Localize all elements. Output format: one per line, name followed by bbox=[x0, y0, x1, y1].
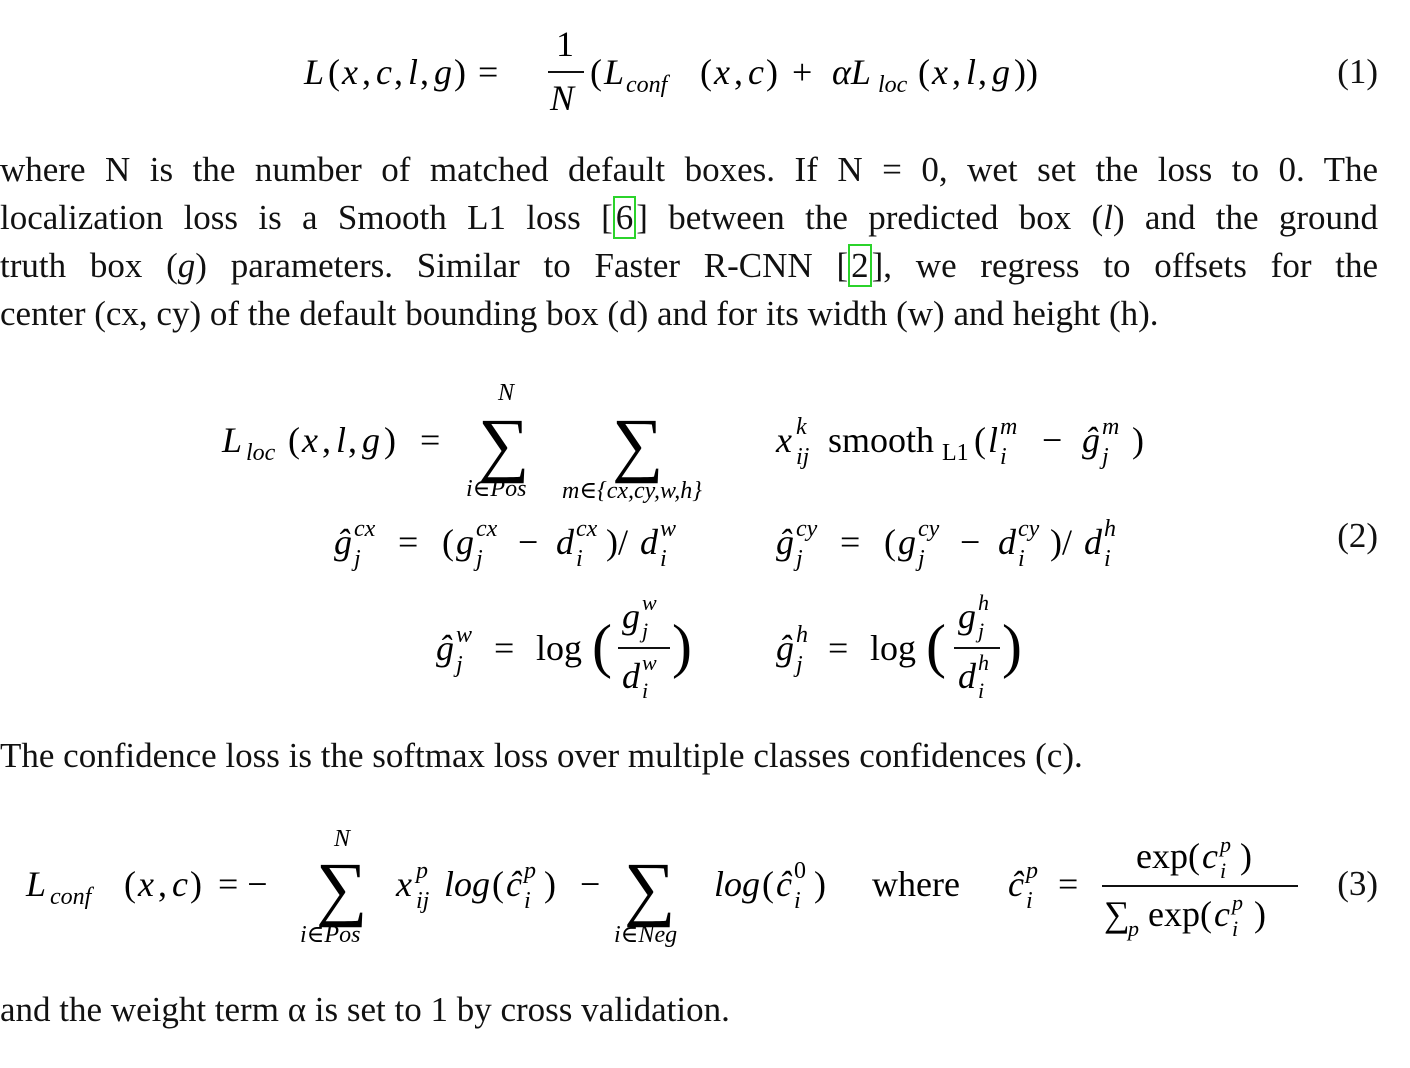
svg-text:=: = bbox=[478, 52, 499, 92]
svg-text:h: h bbox=[978, 650, 989, 675]
svg-text:=: = bbox=[840, 522, 861, 562]
equation-2-number: (2) bbox=[1337, 516, 1378, 555]
svg-text:j: j bbox=[1102, 444, 1109, 470]
svg-text:x: x bbox=[396, 864, 412, 904]
svg-text:): ) bbox=[1240, 836, 1252, 876]
svg-text:(: ( bbox=[328, 52, 340, 92]
svg-text:conf: conf bbox=[50, 884, 92, 910]
equation-3-number: (3) bbox=[1337, 864, 1378, 903]
svg-text:l: l bbox=[336, 420, 347, 460]
svg-text:loc: loc bbox=[878, 72, 908, 98]
svg-text:h: h bbox=[796, 622, 808, 648]
equation-1-number: (1) bbox=[1337, 52, 1378, 91]
svg-text:∑: ∑ bbox=[478, 404, 530, 484]
svg-text:=: = bbox=[828, 628, 849, 668]
svg-text:(: ( bbox=[590, 52, 602, 92]
svg-text:j: j bbox=[978, 618, 985, 643]
svg-text:j: j bbox=[354, 546, 361, 572]
svg-text:cy: cy bbox=[918, 516, 940, 542]
svg-text:,: , bbox=[362, 52, 371, 92]
svg-text:i: i bbox=[642, 678, 649, 703]
svg-text:ĝ: ĝ bbox=[436, 628, 454, 668]
svg-text:x: x bbox=[302, 420, 318, 460]
svg-text:=: = bbox=[398, 522, 419, 562]
svg-text:j: j bbox=[642, 618, 649, 643]
svg-text:(: ( bbox=[592, 613, 612, 679]
equation-1 bbox=[0, 0, 1410, 120]
svg-text:ĝ: ĝ bbox=[1082, 420, 1100, 460]
svg-text:i∈Pos: i∈Pos bbox=[466, 476, 527, 502]
svg-text:): ) bbox=[384, 420, 396, 460]
svg-text:,: , bbox=[394, 52, 403, 92]
svg-text:L: L bbox=[604, 52, 625, 92]
svg-text:0: 0 bbox=[794, 858, 806, 884]
svg-text:h: h bbox=[1104, 516, 1116, 542]
svg-text:c: c bbox=[1202, 836, 1218, 876]
svg-text:j: j bbox=[796, 546, 803, 572]
svg-text:d: d bbox=[640, 522, 658, 562]
svg-text:1: 1 bbox=[556, 24, 574, 64]
svg-text:x: x bbox=[342, 52, 358, 92]
svg-text:w: w bbox=[642, 590, 657, 615]
svg-text:−: − bbox=[518, 522, 539, 562]
svg-text:): ) bbox=[190, 864, 202, 904]
svg-text:(: ( bbox=[288, 420, 300, 460]
svg-text:p: p bbox=[524, 858, 536, 884]
svg-text:N: N bbox=[498, 380, 515, 406]
svg-text:exp(: exp( bbox=[1148, 894, 1212, 934]
svg-text:ij: ij bbox=[416, 888, 430, 914]
paragraph-3: and the weight term α is set to 1 by cross validation. bbox=[0, 990, 730, 1029]
svg-text:c: c bbox=[748, 52, 764, 92]
svg-text:w: w bbox=[660, 516, 677, 542]
svg-text:l: l bbox=[966, 52, 977, 92]
svg-text:ĉ: ĉ bbox=[506, 864, 522, 904]
paragraph-1 bbox=[0, 146, 1378, 338]
svg-text:x: x bbox=[776, 420, 792, 460]
svg-text:ij: ij bbox=[796, 444, 810, 470]
svg-text:x: x bbox=[714, 52, 730, 92]
svg-text:(: ( bbox=[926, 613, 946, 679]
svg-text:i: i bbox=[1232, 916, 1239, 941]
paragraph-1-line-2: localization loss is a Smooth L1 loss [6] between the predicted box (l) and the ground bbox=[0, 198, 1378, 237]
svg-text:cy: cy bbox=[796, 516, 818, 542]
svg-text:,: , bbox=[952, 52, 961, 92]
svg-text:,: , bbox=[978, 52, 987, 92]
citation-6-link[interactable]: 6 bbox=[613, 196, 637, 239]
svg-text:j: j bbox=[796, 652, 803, 678]
svg-text:N: N bbox=[334, 826, 351, 852]
svg-text:(: ( bbox=[762, 864, 774, 904]
svg-text:d: d bbox=[622, 656, 640, 696]
svg-text:+: + bbox=[792, 52, 813, 92]
svg-text:αL: αL bbox=[832, 52, 871, 92]
paragraph-1-line-4: center (cx, cy) of the default bounding box (d) and for its width (w) and height (h). bbox=[0, 294, 1159, 333]
svg-text:=: = bbox=[1058, 864, 1079, 904]
svg-text:i: i bbox=[1026, 888, 1033, 914]
svg-text:log: log bbox=[536, 628, 583, 668]
svg-text:): ) bbox=[454, 52, 466, 92]
svg-text:k: k bbox=[796, 414, 807, 440]
svg-text:j: j bbox=[918, 546, 925, 572]
svg-text:g: g bbox=[992, 52, 1010, 92]
svg-text:(: ( bbox=[974, 420, 986, 460]
svg-text:)): )) bbox=[1014, 52, 1038, 92]
svg-text:(: ( bbox=[884, 522, 896, 562]
svg-text:cx: cx bbox=[354, 516, 376, 542]
svg-text:p: p bbox=[1232, 890, 1243, 915]
svg-text:d: d bbox=[1084, 522, 1102, 562]
svg-text:): ) bbox=[1254, 894, 1266, 934]
svg-text:(: ( bbox=[918, 52, 930, 92]
svg-text:c: c bbox=[172, 864, 188, 904]
svg-text:(: ( bbox=[442, 522, 454, 562]
paragraph-2: The confidence loss is the softmax loss over multiple classes confidences (c). bbox=[0, 736, 1083, 775]
svg-text:= −: = − bbox=[218, 864, 268, 904]
svg-text:d: d bbox=[958, 656, 976, 696]
svg-text:cy: cy bbox=[1018, 516, 1040, 542]
svg-text:log: log bbox=[444, 864, 491, 904]
svg-text:(: ( bbox=[492, 864, 504, 904]
svg-text:i: i bbox=[1220, 858, 1227, 883]
svg-text:p: p bbox=[1026, 858, 1038, 884]
svg-text:g: g bbox=[622, 596, 640, 636]
equation-2 bbox=[0, 370, 1410, 710]
paragraph-1-line-3: truth box (g) parameters. Similar to Faster R-CNN [2], we regress to offsets for the bbox=[0, 246, 1378, 285]
svg-text:L: L bbox=[304, 52, 325, 92]
svg-text:smooth: smooth bbox=[828, 420, 935, 460]
svg-text:h: h bbox=[978, 590, 989, 615]
svg-text:i: i bbox=[1104, 546, 1111, 572]
svg-text:g: g bbox=[958, 596, 976, 636]
svg-text:,: , bbox=[322, 420, 331, 460]
svg-text:∑: ∑ bbox=[1104, 894, 1130, 934]
svg-text:)/: )/ bbox=[606, 522, 628, 562]
svg-text:w: w bbox=[456, 622, 473, 648]
svg-text:c: c bbox=[1214, 894, 1230, 934]
svg-text:i∈Neg: i∈Neg bbox=[614, 922, 678, 948]
svg-text:−: − bbox=[580, 864, 601, 904]
svg-text:i: i bbox=[576, 546, 583, 572]
svg-text:x: x bbox=[138, 864, 154, 904]
svg-text:)/: )/ bbox=[1050, 522, 1072, 562]
svg-text:): ) bbox=[672, 613, 692, 679]
svg-text:,: , bbox=[420, 52, 429, 92]
svg-text:cx: cx bbox=[576, 516, 598, 542]
svg-text:l: l bbox=[988, 420, 999, 460]
svg-text:N: N bbox=[550, 78, 575, 118]
svg-text:,: , bbox=[348, 420, 357, 460]
svg-text:,: , bbox=[734, 52, 743, 92]
svg-text:l: l bbox=[408, 52, 419, 92]
svg-text:p: p bbox=[1220, 832, 1231, 857]
equation-3-where: where bbox=[872, 864, 960, 904]
svg-text:): ) bbox=[544, 864, 556, 904]
svg-text:i: i bbox=[524, 888, 531, 914]
svg-text:d: d bbox=[998, 522, 1016, 562]
svg-text:ĉ: ĉ bbox=[776, 864, 792, 904]
svg-text:m: m bbox=[1000, 414, 1018, 440]
svg-text:m∈{cx,cy,w,h}: m∈{cx,cy,w,h} bbox=[562, 478, 702, 504]
svg-text:log: log bbox=[870, 628, 917, 668]
svg-text:): ) bbox=[766, 52, 778, 92]
svg-text:ĉ: ĉ bbox=[1008, 864, 1024, 904]
svg-text:=: = bbox=[494, 628, 515, 668]
svg-text:j: j bbox=[456, 652, 463, 678]
svg-text:cx: cx bbox=[476, 516, 498, 542]
svg-text:p: p bbox=[416, 858, 428, 884]
svg-text:ĝ: ĝ bbox=[776, 628, 794, 668]
svg-text:w: w bbox=[642, 650, 657, 675]
svg-text:d: d bbox=[556, 522, 574, 562]
svg-text:ĝ: ĝ bbox=[776, 522, 794, 562]
paragraph-1-line-1: where N is the number of matched default boxes. If N = 0, wet set the loss to 0. The bbox=[0, 150, 1378, 189]
svg-text:i: i bbox=[978, 678, 985, 703]
svg-text:g: g bbox=[898, 522, 916, 562]
svg-text:m: m bbox=[1102, 414, 1120, 440]
svg-text:x: x bbox=[932, 52, 948, 92]
svg-text:i: i bbox=[1000, 444, 1007, 470]
svg-text:L1: L1 bbox=[942, 440, 969, 466]
svg-text:p: p bbox=[1128, 916, 1139, 941]
svg-text:i: i bbox=[794, 888, 801, 914]
svg-text:exp(: exp( bbox=[1136, 836, 1200, 876]
svg-text:g: g bbox=[456, 522, 474, 562]
svg-text:−: − bbox=[1042, 420, 1063, 460]
svg-text:): ) bbox=[814, 864, 826, 904]
svg-text:L: L bbox=[222, 420, 243, 460]
svg-text:i: i bbox=[1018, 546, 1025, 572]
citation-2-link[interactable]: 2 bbox=[848, 244, 872, 287]
svg-text:(: ( bbox=[124, 864, 136, 904]
svg-text:): ) bbox=[1132, 420, 1144, 460]
svg-text:i∈Pos: i∈Pos bbox=[300, 922, 361, 948]
svg-text:i: i bbox=[660, 546, 667, 572]
svg-text:g: g bbox=[434, 52, 452, 92]
svg-text:log: log bbox=[714, 864, 761, 904]
svg-text:g: g bbox=[362, 420, 380, 460]
svg-text:j: j bbox=[476, 546, 483, 572]
svg-text:loc: loc bbox=[246, 440, 276, 466]
svg-text:c: c bbox=[376, 52, 392, 92]
svg-text:ĝ: ĝ bbox=[334, 522, 352, 562]
equation-3 bbox=[0, 820, 1300, 960]
svg-text:∑: ∑ bbox=[316, 848, 368, 928]
svg-text:,: , bbox=[158, 864, 167, 904]
svg-text:): ) bbox=[1002, 613, 1022, 679]
svg-text:conf: conf bbox=[626, 72, 668, 98]
svg-text:∑: ∑ bbox=[612, 404, 664, 484]
svg-text:−: − bbox=[960, 522, 981, 562]
svg-text:(: ( bbox=[700, 52, 712, 92]
svg-text:=: = bbox=[420, 420, 441, 460]
svg-text:L: L bbox=[26, 864, 47, 904]
svg-text:∑: ∑ bbox=[624, 848, 676, 928]
